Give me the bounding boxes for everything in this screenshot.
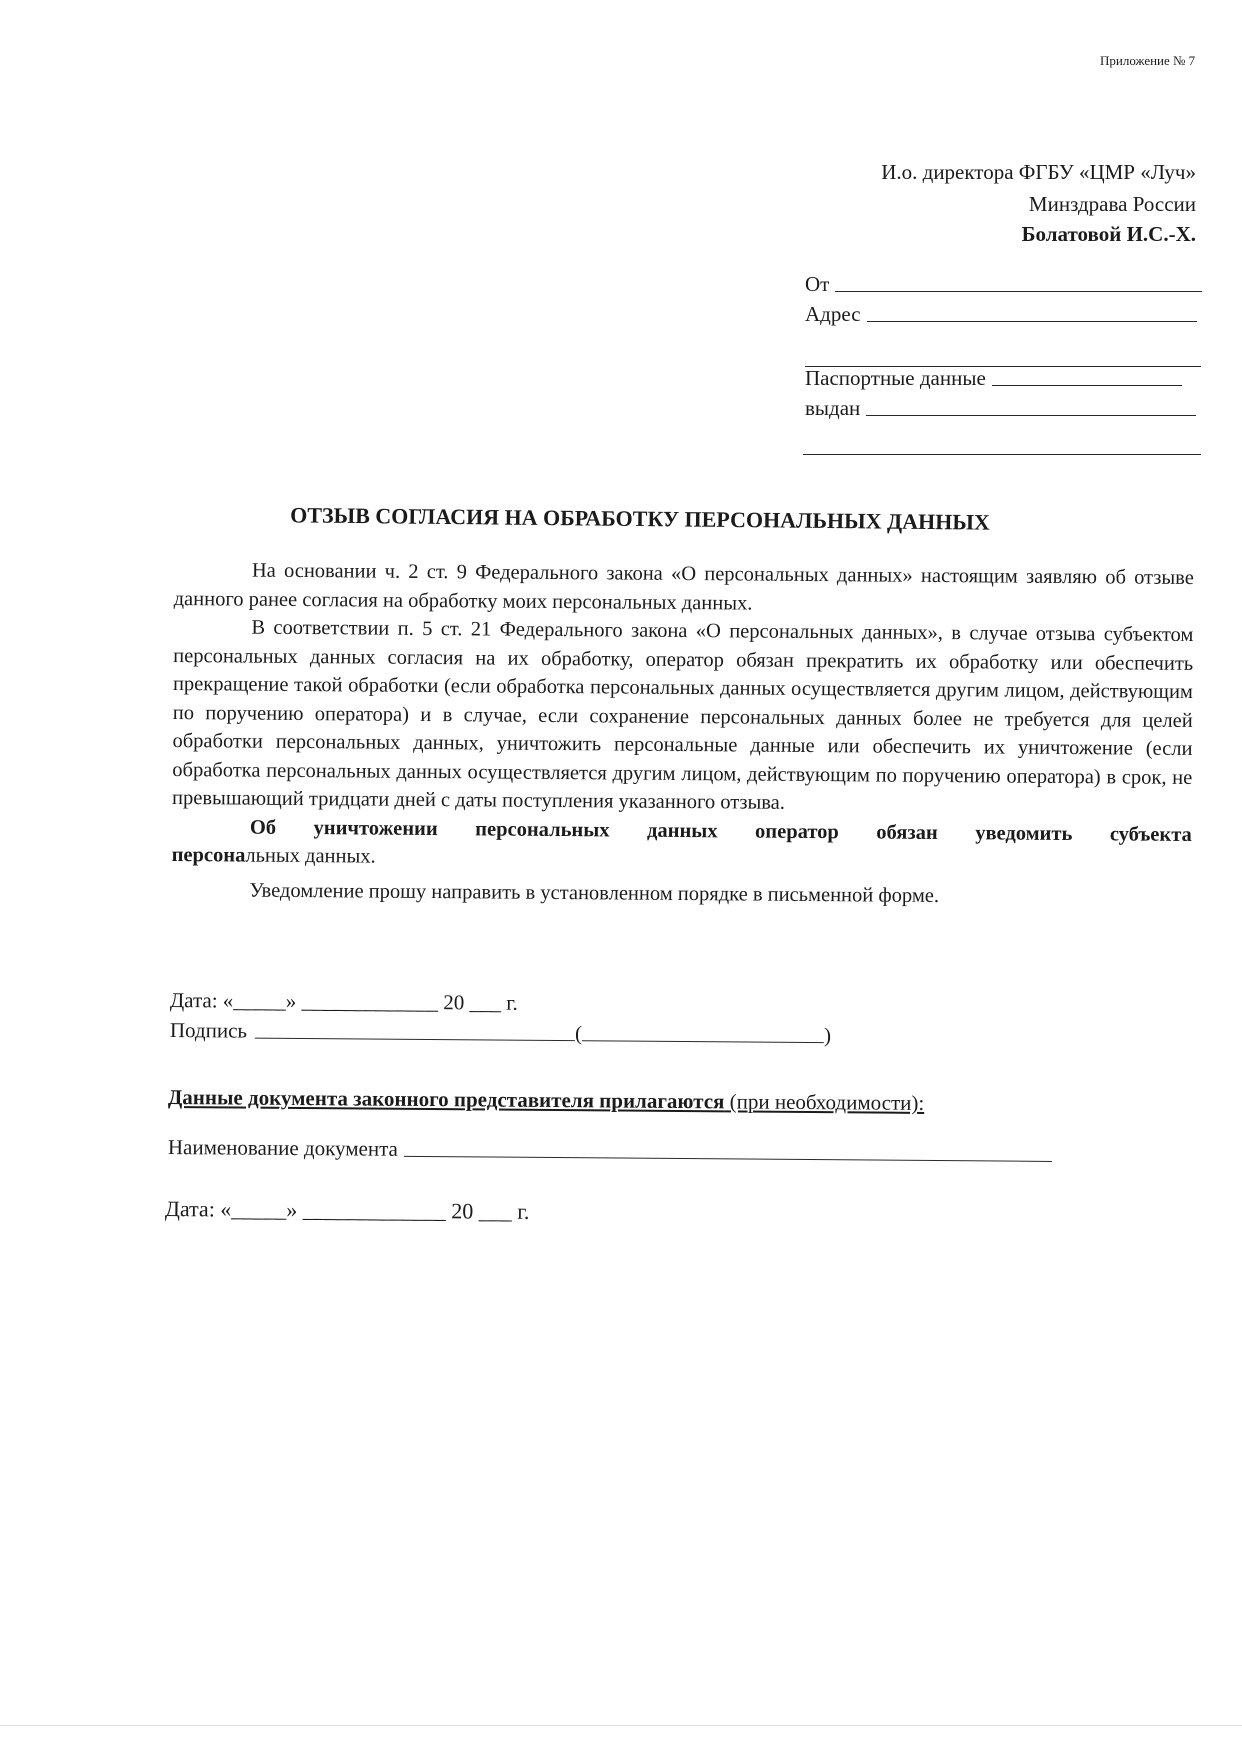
- paragraph-2: В соответствии п. 5 ст. 21 Федерального закона «О персональных данных», в случае отзыва субъектом персональных данных согласия на их обработку, оператор обязан прекратить их обработку или обеспечить прекращение такой обработки (если обработка персональных данных осуществляется другим лицом, действующим по поручению оператора) и в случае, если сохранение персональных данных более не требуется для целей обработки персональных данных, уничтожить персональные данные или обеспечить их уничтожение (если обработка персональных данных осуществляется другим лицом, действующим по поручению оператора) в срок, не превышающий тридцати дней с даты поступления указанного отзыва.: [172, 616, 1194, 814]
- paragraph-1: На основании ч. 2 ст. 9 Федерального закона «О персональных данных» настоящим заявляю об отзыве данного ранее согласия на обработку моих персональных данных.: [173, 559, 1194, 615]
- from-input-line[interactable]: [835, 290, 1202, 292]
- issued-label: выдан: [805, 396, 861, 420]
- from-field: [805, 272, 1202, 297]
- body-text: [171, 556, 1194, 912]
- signature-field: [170, 1018, 831, 1048]
- paragraph-3: [172, 812, 1192, 877]
- representative-heading: [168, 1085, 925, 1116]
- paragraph-3-rest: льных данных.: [245, 844, 376, 868]
- issued-input-line[interactable]: [866, 414, 1196, 416]
- representative-heading-rest: (при необходимости):: [724, 1089, 925, 1115]
- document-name-field: [168, 1135, 1052, 1167]
- address-field: [805, 302, 1197, 327]
- document-name-label: Наименование документа: [167, 1135, 398, 1161]
- appendix-number: Приложение № 7: [1100, 53, 1196, 68]
- representative-date[interactable]: Дата: «_____» _____________ 20 ___ г.: [164, 1196, 530, 1224]
- address-input-line[interactable]: [867, 320, 1197, 322]
- signature-name-line[interactable]: [582, 1039, 824, 1043]
- issued-field: [805, 396, 1196, 421]
- address-label: Адрес: [805, 302, 861, 326]
- signature-date[interactable]: Дата: «_____» _____________ 20 ___ г.: [169, 988, 518, 1015]
- addressee-name: Болатовой И.С.-Х.: [1021, 222, 1196, 246]
- signature-input-line[interactable]: [255, 1037, 575, 1042]
- document-name-input-line[interactable]: [404, 1155, 1052, 1162]
- signature-label: Подпись: [169, 1018, 248, 1043]
- paragraph-3-bold: Об уничтожении персональных данных оператор обязан уведомить субъекта персона: [171, 816, 1192, 867]
- passport-label: Паспортные данные: [805, 366, 986, 390]
- representative-heading-underlined: Данные документа законного представителя прилагаются: [167, 1085, 725, 1114]
- document-title: ОТЗЫВ СОГЛАСИЯ НА ОБРАБОТКУ ПЕРСОНАЛЬНЫХ ДАННЫХ: [290, 502, 990, 535]
- scan-edge-divider: [0, 1725, 1242, 1726]
- from-label: От: [805, 272, 830, 296]
- passport-input-line[interactable]: [992, 384, 1182, 386]
- passport-field: [805, 366, 1182, 391]
- issued-continuation-line[interactable]: [803, 453, 1201, 455]
- paragraph-4: Уведомление прошу направить в установленном порядке в письменной форме.: [249, 879, 940, 907]
- signature-paren-close: ): [823, 1023, 832, 1048]
- addressee-line-2: Минздрава России: [1028, 192, 1196, 216]
- addressee-line-1: И.о. директора ФГБУ «ЦМР «Луч»: [881, 160, 1196, 184]
- signature-paren-open: (: [574, 1021, 583, 1046]
